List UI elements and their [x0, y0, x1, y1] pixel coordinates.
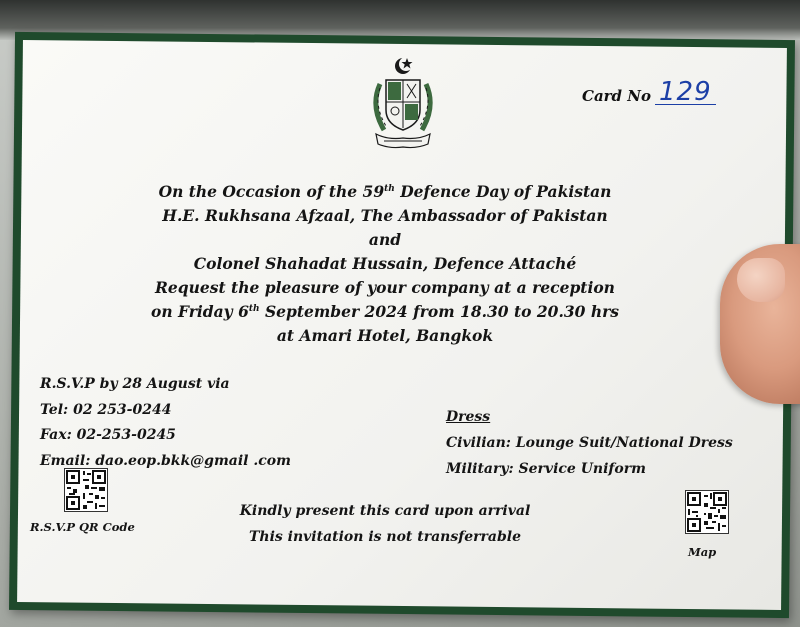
and-line: and [368, 230, 402, 249]
host-ambassador-line: H.E. Rukhsana Afzaal, The Ambassador of Pakistan [162, 206, 608, 225]
rsvp-qr-label: R.S.V.P QR Code [30, 520, 135, 534]
request-line: Request the pleasure of your company at a reception [155, 278, 615, 297]
rsvp-fax: Fax: 02-253-0245 [40, 427, 176, 443]
footer-not-transferable: This invitation is not transferrable [248, 529, 521, 545]
thumbnail-nail [737, 258, 785, 302]
dress-title: Dress [446, 409, 491, 425]
footer-present-card: Kindly present this card upon arrival [239, 503, 531, 519]
dress-civilian: Civilian: Lounge Suit/National Dress [446, 435, 733, 451]
host-attache-line: Colonel Shahadat Hussain, Defence Attaché [193, 254, 577, 273]
dress-code-block [446, 404, 733, 482]
map-qr-label: Map [688, 545, 717, 559]
date-time-line: on Friday 6th September 2024 from 18.30 to 20.30 hrs [151, 302, 619, 321]
card-number-label: Card No [582, 87, 651, 105]
venue-line: at Amari Hotel, Bangkok [276, 326, 494, 345]
rsvp-email: Email: dao.eop.bkk@gmail .com [40, 452, 291, 469]
invitation-text [150, 180, 620, 348]
state-emblem-icon [358, 54, 448, 154]
card-number-value: 129 [655, 80, 716, 105]
occasion-line: On the Occasion of the 59th Defence Day of Pakistan [158, 182, 612, 201]
footer-notes [220, 498, 550, 550]
rsvp-block [40, 372, 291, 474]
rsvp-tel: Tel: 02 253-0244 [40, 401, 172, 418]
dress-military: Military: Service Uniform [446, 461, 646, 477]
rsvp-deadline: R.S.V.P by 28 August via [40, 376, 230, 392]
card-number [582, 77, 716, 107]
rsvp-qr-code-icon[interactable] [64, 468, 108, 512]
map-qr-code-icon[interactable] [685, 490, 729, 534]
